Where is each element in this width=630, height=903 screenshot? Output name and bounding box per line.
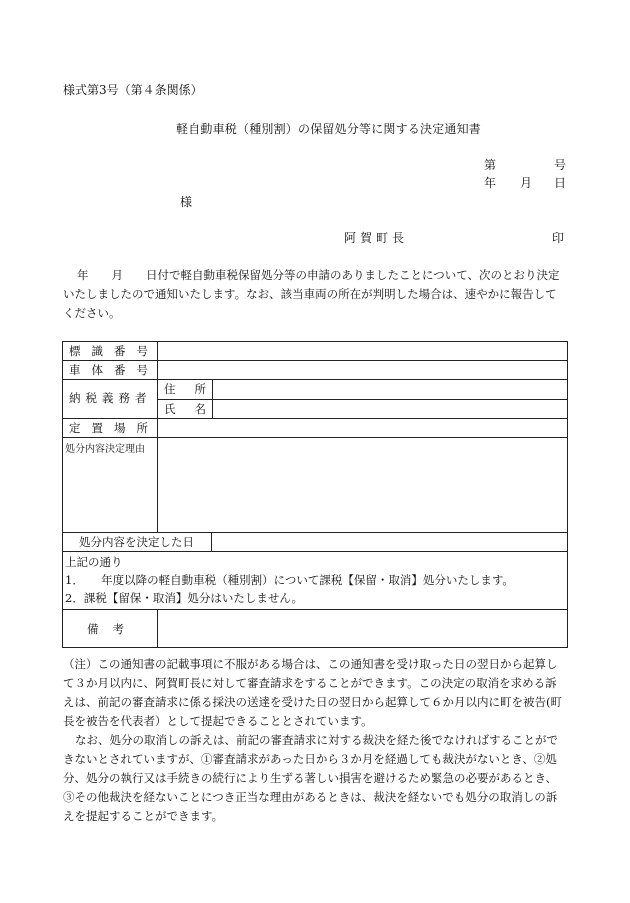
address-label: 住所: [164, 382, 225, 396]
document-title: 軽自動車税（種別割）の保留処分等に関する決定通知書: [176, 122, 482, 136]
note-line-1: （注）この通知書の記載事項に不服がある場合は、この通知書を受け取った日の翌日から起算し: [63, 657, 558, 671]
date-month: 月: [520, 176, 533, 190]
body-line-3: ください。: [63, 306, 121, 320]
decision-table: [62, 341, 568, 647]
remarks-label: 備考: [87, 622, 138, 636]
note-line-2: て３か月以内に、阿賀町長に対して審査請求をすることができます。この決定の取消を求める訴: [63, 676, 557, 690]
note-line-8: ③その他裁決を経ないことにつき正当な理由があるときは、裁決を経ないでも処分の取消しの訴: [63, 790, 558, 804]
number-prefix: 第: [484, 158, 497, 172]
result-item-2: 2．課税【留保・取消】処分はいたしません。: [65, 591, 304, 605]
date-day: 日: [554, 176, 567, 190]
form-id: 様式第3号（第４条関係）: [63, 83, 203, 97]
issuer: 阿賀町長: [344, 231, 409, 245]
name-label: 氏名: [164, 402, 225, 416]
note-line-5: なお、処分の取消しの訴えは、前記の審査請求に対する裁決を経た後でなければすることがで: [75, 733, 558, 747]
result-item-1: 1． 年度以降の軽自動車税（種別割）について課税【保留・取消】処分いたします。: [65, 573, 514, 587]
taxpayer-label: 納税義務者: [69, 391, 152, 405]
date-year: 年: [484, 176, 497, 190]
note-line-7: 分、処分の執行又は手続きの続行により生ずる著しい損害を避けるため緊急の必要があるとき、: [63, 771, 558, 785]
note-line-3: えは、前記の審査請求に係る採決の送達を受けた日の翌日から起算して６か月以内に町を被告(町: [63, 695, 562, 709]
plate-number-label: 標識番号: [69, 344, 159, 358]
number-suffix: 号: [554, 158, 567, 172]
decision-date-label: 処分内容を決定した日: [79, 535, 194, 549]
body-number-label: 車体番号: [69, 363, 159, 377]
note-line-9: えを提起することができます。: [63, 809, 224, 823]
seal-mark: 印: [552, 231, 565, 245]
note-line-6: きないとされていますが、①審査請求があった日から３か月を経過しても裁決がないとき、②処: [63, 752, 557, 766]
storage-location-label: 定置場所: [69, 421, 159, 435]
addressee-suffix: 様: [180, 195, 193, 209]
body-line-1: 年 月 日付で軽自動車税保留処分等の申請のありましたことについて、次のとおり決定: [77, 268, 560, 282]
body-line-2: いたしましたので通知いたします。なお、該当車両の所在が判明した場合は、速やかに報告して: [63, 287, 557, 301]
reason-label: 処分内容決定理由: [65, 444, 145, 455]
result-heading: 上記の通り: [65, 555, 123, 569]
note-line-4: 長を被告を代表者）として提起できることとされています。: [63, 714, 373, 728]
